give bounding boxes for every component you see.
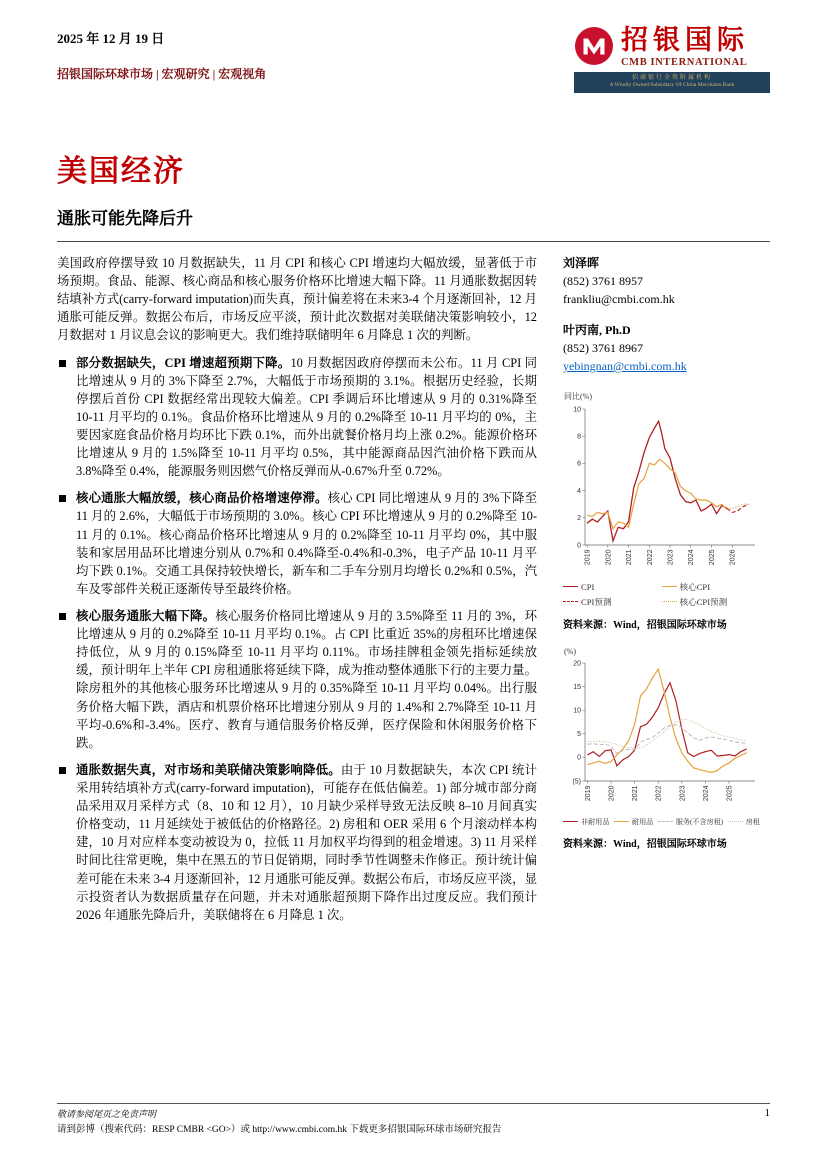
legend-label: 服务(不含房租) bbox=[675, 817, 724, 826]
svg-text:(5): (5) bbox=[572, 778, 581, 786]
bullet-square-icon bbox=[59, 767, 66, 774]
svg-text:20: 20 bbox=[573, 660, 581, 668]
legend-item bbox=[662, 581, 761, 593]
legend-line-swatch bbox=[563, 601, 578, 602]
header-divider bbox=[57, 241, 770, 242]
svg-text:2021: 2021 bbox=[632, 785, 640, 802]
bullet-lead: 核心通胀大幅放缓，核心商品价格增速停滞。 bbox=[76, 491, 328, 506]
footer-disclaimer: 敬请参阅尾页之免责声明 bbox=[57, 1108, 157, 1119]
svg-text:0: 0 bbox=[577, 542, 581, 550]
svg-text:2025: 2025 bbox=[726, 785, 734, 802]
bullet-square-icon bbox=[59, 613, 66, 620]
legend-label: CPI bbox=[581, 581, 595, 592]
svg-text:2023: 2023 bbox=[667, 549, 675, 566]
analyst-2 bbox=[563, 321, 760, 375]
svg-text:2024: 2024 bbox=[702, 785, 710, 802]
logo-subsidiary-en: A Wholly Owned Subsidiary Of China Merchants Bank bbox=[609, 82, 735, 89]
bullet-square-icon bbox=[59, 360, 66, 367]
bullet-lead: 通胀数据失真，对市场和美联储决策影响降低。 bbox=[76, 762, 341, 777]
analyst-name: 刘泽晖 bbox=[563, 256, 600, 270]
svg-text:2025: 2025 bbox=[709, 549, 716, 566]
bullet-text bbox=[76, 354, 537, 481]
report-header bbox=[57, 25, 770, 120]
svg-text:0: 0 bbox=[577, 754, 581, 762]
legend-item bbox=[563, 596, 662, 608]
analyst-1 bbox=[563, 254, 760, 308]
cmb-logo-block bbox=[574, 26, 770, 93]
legend-label: CPI预测 bbox=[581, 596, 612, 607]
bullet-body: 由于 10 月数据缺失，本次 CPI 统计采用转结填补方式(carry-forward imputation)，可能存在低估偏差。1) 部分城市部分商品采用双月采样方式（8、10 和 12 月），10 月缺少采样导致无法反映 8–10 月间真实价格变动，11 月延续处于被低估的价格路径。2) 房租和 OER 采用 6 个月滚动样本构建，10 月对应样本变动被设为 0，拉低 11 月加权平均得到的租金增速。3) 11 月采样时间比往常更晚，集中在黑五的节日促销期，同时季节性调整未作修正。预计统计偏差可能在未来 3-4 月逐渐回补，12 月通胀可能反弹。数据公布后，市场反应平淡，显示投资者认为数据质量存在问题，并未对通胀超预期下降作出过度反应。我们预计 2026 年通胀先降后升，美联储将在 6 月降息 1 次。 bbox=[76, 762, 537, 922]
legend-line-swatch bbox=[662, 601, 677, 602]
logo-subsidiary-cn: 招商银行全资附属机构 bbox=[631, 75, 712, 82]
components-chart-legend bbox=[563, 815, 760, 828]
legend-line-swatch bbox=[658, 821, 673, 822]
cpi-components-chart bbox=[563, 657, 760, 807]
svg-text:2021: 2021 bbox=[626, 549, 633, 566]
svg-text:10: 10 bbox=[573, 707, 581, 715]
svg-text:2019: 2019 bbox=[584, 785, 592, 802]
intro-paragraph: 美国政府停摆导致 10 月数据缺失，11 月 CPI 和核心 CPI 增速均大幅放缓，显著低于市场预期。食品、能源、核心商品和核心服务价格环比增速大幅下降。11 月通胀数据因转结填补方式(carry-forward imputation)而失真，预计偏差将在未来3-4 个月逐渐回补，12 月通胀可能反弹。数据公布后，市场反应平淡，预计此次数据对美联储决策影响较小，12 月数据对 1 月议息会议的影响更大。我们维持联储明年 6 月降息 1 次的判断。 bbox=[57, 256, 537, 343]
svg-text:2026: 2026 bbox=[729, 549, 737, 566]
page-subtitle: 通胀可能先降后升 bbox=[57, 209, 193, 228]
page-number: 1 bbox=[764, 1106, 770, 1119]
main-content bbox=[57, 254, 770, 933]
analyst-name: 叶丙南, Ph.D bbox=[563, 323, 631, 337]
bullet-body: 核心服务价格同比增速从 9 月的 3.5%降至 11 月的 3%，环比增速从 9 月的 0.2%降至 10-11 月平均 0.1%。占 CPI 比重近 35%的房租环比增速保持低位，从 9 月的 0.15%降至 10-11 月平均 0.11%。市场挂牌租金领先指标延续放缓，预计明年上半年 CPI 房租通胀将延续下降，成为推动整体通胀下行的主要力量。除房租外的其他核心服务环比增速从 9 月的 0.35%降至 10-11 月平均 0.04%。出行服务价格大幅下跌，酒店和机票价格环比增速分别从 9 月的 1.4%和 2.7%降至 10-11 月平均-0.6%和-3.4%。医疗、教育与通信服务价格反弹，医疗保险和休闲服务价格下跌。 bbox=[76, 608, 537, 750]
legend-label: 核心CPI bbox=[679, 581, 711, 592]
legend-label: 房租 bbox=[745, 817, 760, 826]
legend-item bbox=[563, 817, 609, 827]
analyst-phone: (852) 3761 8967 bbox=[563, 341, 643, 355]
bullet-square-icon bbox=[59, 495, 66, 502]
bullet-item-1 bbox=[57, 354, 537, 481]
svg-text:2024: 2024 bbox=[688, 549, 696, 566]
legend-item bbox=[563, 581, 662, 593]
cpi-chart-legend bbox=[563, 579, 760, 609]
page-title: 美国经济 bbox=[57, 155, 185, 188]
svg-text:8: 8 bbox=[577, 433, 581, 441]
svg-text:6: 6 bbox=[577, 460, 581, 468]
svg-text:2: 2 bbox=[577, 515, 581, 523]
bullet-body: 核心 CPI 同比增速从 9 月的 3%下降至 11 月的 2.6%，大幅低于市场预期的 3.0%。核心 CPI 环比增速从 9 月的 0.2%降至 10-11 月的 0.1%。核心商品价格环比增速从 9 月的 0.2%降至 10-11 月平均 0%，其中服装和家居用品环比增速分别从 0.7%和 0.4%降至-0.4%和-0.3%，电子产品 10-11 月平均下跌 0.1%。交通工具保持较快增长，新车和二手车分别月均增长 0.2%和 0.5%，汽车及零部件关税正逐渐传导至最终价格。 bbox=[76, 491, 538, 596]
legend-item bbox=[614, 817, 653, 827]
chart-ylabel: 同比(%) bbox=[564, 392, 592, 401]
svg-text:2022: 2022 bbox=[655, 785, 663, 802]
svg-text:4: 4 bbox=[577, 487, 581, 495]
logo-cn-name: 招银国际 bbox=[621, 25, 749, 55]
chart-ylabel: (%) bbox=[564, 647, 576, 656]
legend-line-swatch bbox=[728, 821, 743, 822]
cmb-logo-icon bbox=[574, 26, 614, 66]
bullet-item-3 bbox=[57, 607, 537, 752]
svg-text:2022: 2022 bbox=[646, 549, 654, 566]
legend-item bbox=[658, 817, 723, 827]
legend-line-swatch bbox=[614, 821, 629, 822]
svg-text:10: 10 bbox=[573, 406, 581, 414]
svg-text:2020: 2020 bbox=[608, 785, 616, 802]
bullet-text bbox=[76, 761, 537, 924]
chart-panel-components bbox=[563, 647, 760, 850]
bullet-text bbox=[76, 607, 537, 752]
svg-text:2023: 2023 bbox=[679, 785, 687, 802]
bullet-item-2 bbox=[57, 489, 537, 598]
bullet-text bbox=[76, 489, 537, 598]
chart-panel-cpi bbox=[563, 391, 760, 631]
page-footer bbox=[57, 1103, 770, 1137]
legend-label: 非耐用品 bbox=[581, 817, 610, 826]
svg-text:15: 15 bbox=[573, 683, 581, 691]
body-column bbox=[57, 254, 537, 933]
logo-subsidiary-bar bbox=[574, 72, 770, 93]
legend-item bbox=[662, 596, 761, 608]
legend-label: 耐用品 bbox=[631, 817, 654, 826]
footer-download-note: 请到彭博（搜索代码：RESP CMBR <GO>）或 http://www.cmbi.com.hk 下载更多招银国际环球市场研究报告 bbox=[57, 1124, 502, 1135]
bullet-item-4 bbox=[57, 761, 537, 924]
sidebar-column bbox=[563, 254, 760, 933]
bullet-lead: 部分数据缺失，CPI 增速超预期下降。 bbox=[76, 355, 291, 370]
analyst-email-link[interactable]: frankliu@cmbi.com.hk bbox=[563, 292, 675, 306]
chart-source-note: 资料来源：Wind，招银国际环球市场 bbox=[563, 620, 727, 631]
logo-en-name: CMB INTERNATIONAL bbox=[621, 57, 748, 69]
cpi-yoy-chart bbox=[563, 403, 760, 571]
svg-text:5: 5 bbox=[577, 731, 581, 739]
legend-line-swatch bbox=[662, 586, 677, 587]
report-category-line: 招银国际环球市场 | 宏观研究 | 宏观视角 bbox=[57, 67, 267, 81]
analyst-phone: (852) 3761 8957 bbox=[563, 274, 643, 288]
svg-text:2019: 2019 bbox=[584, 549, 592, 566]
svg-text:2020: 2020 bbox=[605, 549, 613, 566]
bullet-body: 10 月数据因政府停摆而未公布。11 月 CPI 同比增速从 9 月的 3%下降至 2.7%，大幅低于市场预期的 3.1%。根据历史经验，长期停摆后首份 CPI 数据经常出现较大偏差。CPI 季调后环比增速从 9 月的 0.31%降至 10-11 月平均的 0.1%。食品价格环比增速从 9 月的 0.2%降至 10-11 月平均的 0%，主要因家庭食品价格月均环比下跌 0.1%，而外出就餐价格月均上涨 0.2%。能源价格环比增速从 9 月的 1.5%降至 10-11 月平均 0.5%，其中能源商品因汽油价格下跌而从 3.8%降至 0.4%，能源服务则因燃气价格反弹而从-0.67%升至 0.72%。 bbox=[76, 355, 538, 479]
legend-item bbox=[728, 817, 760, 827]
analyst-email-link[interactable]: yebingnan@cmbi.com.hk bbox=[563, 359, 687, 373]
legend-label: 核心CPI预测 bbox=[679, 596, 728, 607]
legend-line-swatch bbox=[563, 821, 578, 822]
report-date: 2025 年 12 月 19 日 bbox=[57, 31, 165, 46]
legend-line-swatch bbox=[563, 586, 578, 587]
bullet-lead: 核心服务通胀大幅下降。 bbox=[76, 608, 216, 623]
chart-source-note: 资料来源：Wind，招银国际环球市场 bbox=[563, 839, 727, 850]
